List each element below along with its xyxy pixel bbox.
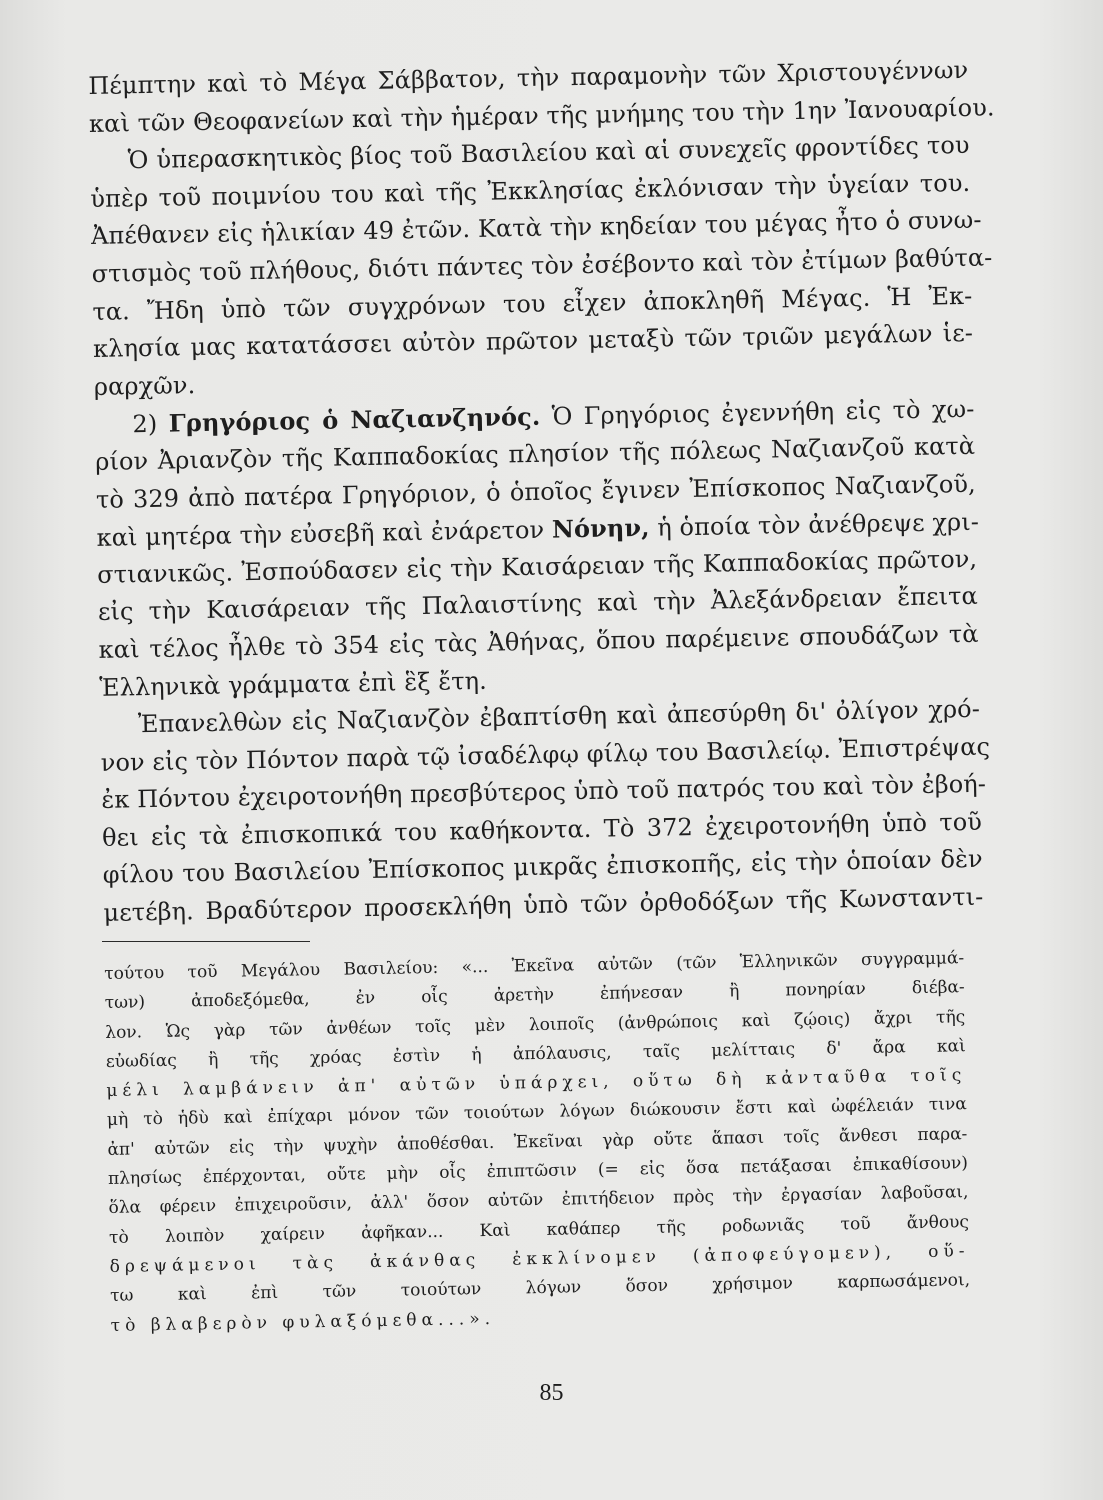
text-line: ραρχῶν. (93, 370, 196, 401)
text-line: εἰς τὴν Καισάρειαν τῆς Παλαιστίνης καὶ τὴν Ἀλεξάνδρειαν ἔπειτα (97, 582, 979, 627)
text-line: κλησία μας κατατάσσει αὐτὸν πρῶτον μεταξὺ τῶν τριῶν μεγάλων ἱε- (92, 318, 974, 364)
footnote-line: ἀπ' αὐτῶν εἰς τὴν ψυχὴν ἀποθέσθαι. Ἐκεῖναι γὰρ οὔτε ἅπασι τοῖς ἄνθεσι παρα- (107, 1123, 968, 1160)
text-line: Ἑλληνικὰ γράμματα ἐπὶ ἓξ ἔτη. (99, 666, 488, 702)
text-line: τα. Ἤδη ὑπὸ τῶν συγχρόνων του εἶχεν ἀποκληθῆ Μέγας. Ἡ Ἐκ- (92, 281, 973, 326)
footnote-line: δρεψάμενοι τὰς ἀκάνθας ἐκκλίνομεν (ἀποφεύγομεν), οὕ- (109, 1241, 970, 1277)
text-segment: ἡ ὁποία τὸν ἀνέθρεψε χρι- (657, 507, 980, 542)
footnote-line: τὸ λοιπὸν χαίρειν ἀφῆκαν... Καὶ καθάπερ τῆς ροδωνιᾶς τοῦ ἄνθους (108, 1211, 970, 1248)
footnote-line: εὐωδίας ἢ τῆς χρόας ἐστὶν ἡ ἀπόλαυσις, ταῖς μελίτταις δ' ἄρα καὶ (105, 1036, 966, 1072)
text-segment: καὶ μητέρα τὴν εὐσεβῆ καὶ ἐνάρετον (96, 515, 545, 553)
text-line: θει εἰς τὰ ἐπισκοπικά του καθήκοντα. Τὸ 372 ἐχειροτονήθη ὑπὸ τοῦ (101, 807, 983, 852)
section-heading: Γρηγόριος ὁ Ναζιανζηνός. (168, 402, 541, 438)
page-number: 85 (539, 1380, 564, 1406)
text-line: νον εἰς τὸν Πόντον παρὰ τῷ ἰσαδέλφῳ φίλῳ του Βασιλείῳ. Ἐπιστρέψας (100, 732, 991, 777)
text-line: Ἐπανελθὼν εἰς Ναζιανζὸν ἐβαπτίσθη καὶ ἀπεσύρθη δι' ὀλίγον χρό- (137, 694, 981, 739)
text-line: ὑπὲρ τοῦ ποιμνίου του καὶ τῆς Ἐκκλησίας ἐκλόνισαν τὴν ὑγείαν του. (90, 168, 971, 213)
text-line: στισμὸς τοῦ πλήθους, διότι πάντες τὸν ἐσέβοντο καὶ τὸν ἐτίμων βαθύτα- (91, 243, 993, 288)
section-number: 2) (132, 410, 158, 439)
text-line: ἐκ Πόντου ἐχειροτονήθη πρεσβύτερος ὑπὸ τοῦ πατρός του καὶ τὸν ἐβοή- (101, 769, 987, 815)
text-line: καὶ τῶν Θεοφανείων καὶ τὴν ἡμέραν τῆς μνήμης του τὴν 1ην Ἰανουαρίου. (88, 92, 995, 138)
footnote-line: τὸ βλαβερὸν φυλαξόμεθα...». (110, 1308, 496, 1336)
footnote-line: λον. Ὡς γὰρ τῶν ἀνθέων τοῖς μὲν λοιποῖς (ἀνθρώποις καὶ ζῴοις) ἄχρι τῆς (105, 1006, 966, 1043)
text-line: τὸ 329 ἀπὸ πατέρα Γρηγόριον, ὁ ὁποῖος ἔγινεν Ἐπίσκοπος Ναζιανζοῦ, (95, 469, 977, 514)
footnote-line: μέλι λαμβάνειν ἀπ' αὐτῶν ὑπάρχει, οὕτω δὴ κἀνταῦθα τοῖς (106, 1065, 967, 1102)
main-text (88, 52, 995, 933)
text-line: μετέβη. Βραδύτερον προσεκλήθη ὑπὸ τῶν ὀρθοδόξων τῆς Κωνσταντι- (103, 882, 984, 927)
text-segment: Ὁ Γρηγόριος ἐγεννήθη εἰς τὸ χω- (551, 395, 975, 431)
bold-name: Νόνην, (551, 512, 650, 544)
footnote-line: τούτου τοῦ Μεγάλου Βασιλείου: «... Ἐκεῖνα αὐτῶν (τῶν Ἑλληνικῶν συγγραμμά- (104, 948, 965, 984)
footnote-line: των) ἀποδεξόμεθα, ἐν οἷς ἀρετὴν ἐπήνεσαν ἢ πονηρίαν διέβα- (104, 977, 965, 1014)
footnote-line: τω καὶ ἐπὶ τῶν τοιούτων λόγων ὅσον χρήσιμον καρπωσάμενοι, (109, 1270, 971, 1307)
text-line: καὶ τέλος ἦλθε τὸ 354 εἰς τὰς Ἀθήνας, ὅπου παρέμεινε σπουδάζων τὰ (98, 619, 979, 664)
footnote-line: μὴ τὸ ἡδὺ καὶ ἐπίχαρι μόνον τῶν τοιούτων λόγων διώκουσιν ἔστι καὶ ὠφέλειάν τινα (106, 1094, 967, 1131)
footnote-line: ὅλα φέρειν ἐπιχειροῦσιν, ἀλλ' ὅσον αὐτῶν ἐπιτήδειον πρὸς τὴν ἐργασίαν λαβοῦσαι, (108, 1182, 969, 1219)
text-line: Πέμπτην καὶ τὸ Μέγα Σάββατον, τὴν παραμονὴν τῶν Χριστουγέννων (88, 55, 969, 100)
footnote-text (104, 944, 971, 1341)
footnote-line: πλησίως ἐπέρχονται, οὔτε μὴν οἷς ἐπιπτῶσιν (= εἰς ὅσα πετάξασαι ἐπικαθίσουν) (107, 1153, 969, 1190)
text-line: στιανικῶς. Ἐσπούδασεν εἰς τὴν Καισάρειαν τῆς Καππαδοκίας πρῶτον, (97, 544, 978, 589)
footnote-rule (102, 941, 310, 942)
text-line: Ἀπέθανεν εἰς ἡλικίαν 49 ἐτῶν. Κατὰ τὴν κηδείαν του μέγας ἦτο ὁ συνω- (90, 206, 982, 251)
text-line: φίλου του Βασιλείου Ἐπίσκοπος μικρᾶς ἐπισκοπῆς, εἰς τὴν ὁποίαν δὲν (102, 845, 983, 890)
text-line: ρίον Ἀριανζὸν τῆς Καππαδοκίας πλησίον τῆς πόλεως Ναζιανζοῦ κατὰ (94, 431, 976, 476)
text-line: Ὁ ὑπερασκητικὸς βίος τοῦ Βασιλείου καὶ αἱ συνεχεῖς φροντίδες του (127, 131, 970, 175)
